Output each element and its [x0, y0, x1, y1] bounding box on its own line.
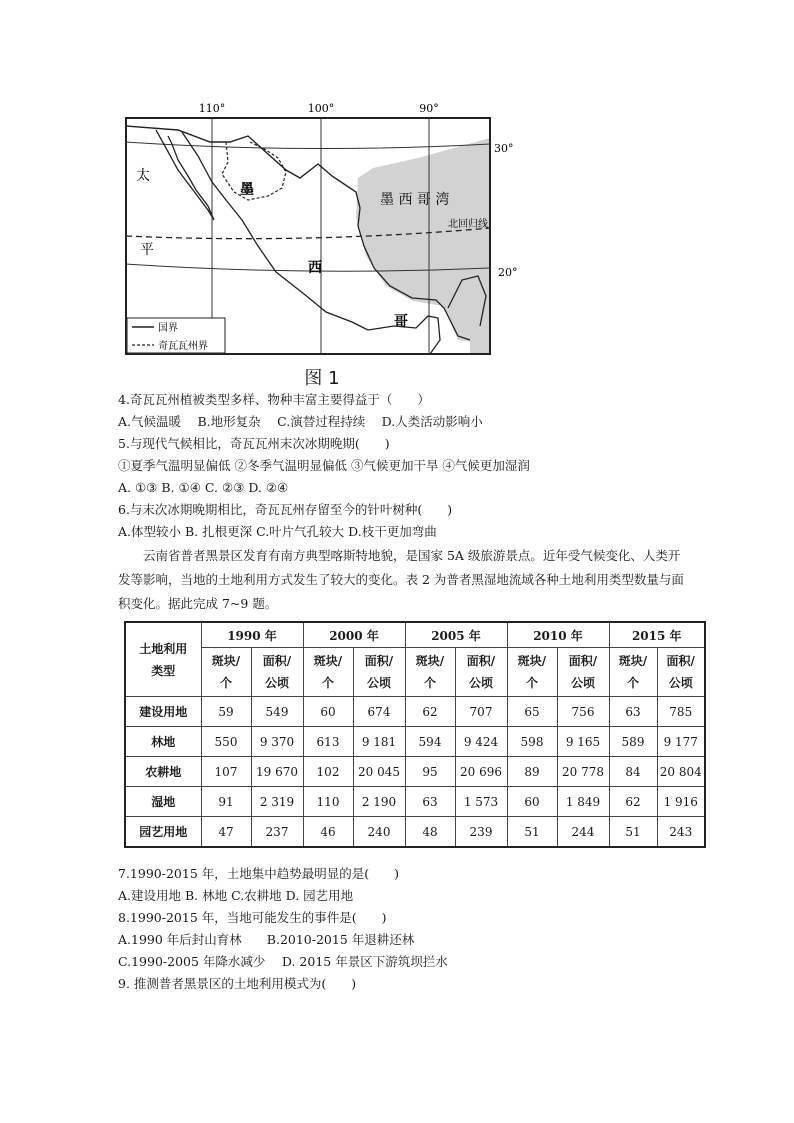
lon-label-110: 110°: [198, 102, 226, 115]
gulf-water: [356, 138, 490, 344]
patch-count-cell: 110: [303, 787, 353, 817]
patch-count-cell: 550: [201, 727, 251, 757]
area-cell: 244: [557, 817, 609, 848]
patch-count-cell: 48: [405, 817, 455, 848]
year-header-2000: 2000 年: [303, 622, 405, 648]
sub-header-line: 面积/: [364, 654, 394, 668]
patch-count-cell: 598: [507, 727, 557, 757]
year-header-1990: 1990 年: [201, 622, 303, 648]
sub-header-line: 公顷: [570, 676, 595, 690]
sub-header-line: 个: [626, 676, 639, 690]
sub-header-line: 斑块/: [211, 654, 241, 668]
q9-stem: 9. 推测普者黑景区的土地利用模式为( ): [118, 976, 357, 991]
area-cell: 9 165: [557, 727, 609, 757]
area-cell: 9 424: [455, 727, 507, 757]
chihuahua-boundary: [222, 142, 286, 200]
sub-header-line: 面积/: [666, 654, 695, 668]
patch-count-cell: 589: [609, 727, 657, 757]
mexico-label-2: 西: [308, 260, 322, 276]
sub-header-line: 斑块/: [313, 654, 343, 668]
table-row: [125, 697, 705, 727]
area-cell: 240: [353, 817, 405, 848]
baja-peninsula: [156, 130, 214, 220]
patch-count-cell: 62: [609, 787, 657, 817]
patch-count-cell: 46: [303, 817, 353, 848]
patch-count-cell: 63: [405, 787, 455, 817]
q4-options: A.气候温暖 B.地形复杂 C.演替过程持续 D.人类活动影响小: [118, 414, 483, 429]
patch-count-cell: 84: [609, 757, 657, 787]
sub-header-line: 面积/: [262, 654, 292, 668]
patch-count-cell: 60: [303, 697, 353, 727]
area-cell: 707: [455, 697, 507, 727]
sub-header-line: 公顷: [264, 676, 289, 690]
type-header-line-2: 类型: [151, 663, 176, 678]
mexico-label-3: 哥: [394, 314, 408, 330]
area-cell: 1 573: [455, 787, 507, 817]
patch-count-cell: 107: [201, 757, 251, 787]
table-body: [125, 697, 705, 848]
sub-header-line: 斑块/: [618, 654, 648, 668]
legend-state-label: 奇瓦瓦州界: [158, 341, 208, 352]
sub-header-area: [353, 648, 405, 697]
q7-stem: 7.1990-2015 年，土地集中趋势最明显的是( ): [118, 866, 400, 881]
area-cell: 9 181: [353, 727, 405, 757]
question-group-a: [118, 389, 718, 543]
area-cell: 9 177: [657, 727, 705, 757]
type-header: [125, 622, 201, 697]
patch-count-cell: 91: [201, 787, 251, 817]
sub-header-area: [251, 648, 303, 697]
question-group-b: [118, 863, 718, 995]
mexico-label-1: 墨: [240, 182, 254, 198]
q8-options-2: C.1990-2005 年降水减少 D. 2015 年景区下游筑坝拦水: [118, 954, 448, 969]
patch-count-cell: 594: [405, 727, 455, 757]
q8-options-1: A.1990 年后封山育林 B.2010-2015 年退耕还林: [118, 932, 415, 947]
sub-header-line: 面积/: [466, 654, 496, 668]
q6-options: A.体型较小 B. 扎根更深 C.叶片气孔较大 D.枝干更加弯曲: [118, 524, 437, 539]
patch-count-cell: 51: [609, 817, 657, 848]
sub-header-line: 个: [525, 676, 538, 690]
q5-options: A. ①③ B. ①④ C. ②③ D. ②④: [118, 480, 289, 495]
area-cell: 243: [657, 817, 705, 848]
row-label: 农耕地: [125, 757, 201, 787]
patch-count-cell: 60: [507, 787, 557, 817]
sub-header-patches: [201, 648, 251, 697]
q5-stem: 5.与现代气候相比，奇瓦瓦州末次冰期晚期( ): [118, 436, 390, 451]
patch-count-cell: 63: [609, 697, 657, 727]
area-cell: 1 849: [557, 787, 609, 817]
q8-stem: 8.1990-2015 年，当地可能发生的事件是( ): [118, 910, 387, 925]
sub-header-patches: [609, 648, 657, 697]
tropic-label: 北回归线: [448, 219, 488, 230]
area-cell: 2 190: [353, 787, 405, 817]
sub-header-patches: [507, 648, 557, 697]
sub-header-area: [557, 648, 609, 697]
patch-count-cell: 95: [405, 757, 455, 787]
area-cell: 237: [251, 817, 303, 848]
area-cell: 20 778: [557, 757, 609, 787]
patch-count-cell: 59: [201, 697, 251, 727]
sub-header-patches: [405, 648, 455, 697]
area-cell: 2 319: [251, 787, 303, 817]
lat-label-30: 30°: [494, 142, 514, 155]
parallel-30: [126, 142, 490, 149]
area-cell: 239: [455, 817, 507, 848]
legend-border-label: 国界: [158, 323, 178, 334]
q5-statements: ①夏季气温明显偏低 ②冬季气温明显偏低 ③气候更加干旱 ④气候更加湿润: [118, 458, 530, 473]
patch-count-cell: 613: [303, 727, 353, 757]
sub-header-line: 个: [423, 676, 436, 690]
area-cell: 756: [557, 697, 609, 727]
pacific-label-1: 太: [136, 168, 150, 184]
patch-count-cell: 51: [507, 817, 557, 848]
lon-label-100: 100°: [307, 102, 335, 115]
pacific-label-2: 平: [140, 242, 154, 258]
land-use-table: [124, 621, 706, 848]
type-header-line-1: 土地利用: [139, 641, 188, 656]
patch-count-cell: 47: [201, 817, 251, 848]
row-label: 林地: [125, 727, 201, 757]
area-cell: 9 370: [251, 727, 303, 757]
patch-count-cell: 102: [303, 757, 353, 787]
sub-header-line: 斑块/: [517, 654, 547, 668]
passage-text: 云南省普者黑景区发育有南方典型喀斯特地貌，是国家 5A 级旅游景点。近年受气候变化、人类开发等影响，当地的土地利用方式发生了较大的变化。表 2 为普者黑湿地流域各种土地利用类型数量与面积变化。据此完成 7~9 题。: [118, 548, 684, 611]
year-header-2005: 2005 年: [405, 622, 507, 648]
map-figure: [118, 96, 518, 362]
table-row: [125, 787, 705, 817]
area-cell: 20 696: [455, 757, 507, 787]
row-label: 湿地: [125, 787, 201, 817]
sub-header-row: [125, 648, 705, 697]
area-cell: 20 804: [657, 757, 705, 787]
sub-header-area: [657, 648, 705, 697]
area-cell: 1 916: [657, 787, 705, 817]
area-cell: 19 670: [251, 757, 303, 787]
lon-label-90: 90°: [419, 102, 439, 115]
sub-header-line: 公顷: [366, 676, 391, 690]
sub-header-line: 个: [321, 676, 334, 690]
q6-stem: 6.与末次冰期晚期相比，奇瓦瓦州存留至今的针叶树种( ): [118, 502, 453, 517]
mexico-map: [118, 96, 518, 362]
q7-options: A.建设用地 B. 林地 C.农耕地 D. 园艺用地: [118, 888, 354, 903]
area-cell: 674: [353, 697, 405, 727]
sub-header-line: 面积/: [568, 654, 598, 668]
patch-count-cell: 89: [507, 757, 557, 787]
sub-header-line: 个: [219, 676, 232, 690]
map-caption: 图 1: [304, 368, 340, 389]
patch-count-cell: 65: [507, 697, 557, 727]
area-cell: 20 045: [353, 757, 405, 787]
table-row: [125, 727, 705, 757]
table-row: [125, 757, 705, 787]
area-cell: 549: [251, 697, 303, 727]
q4-stem: 4.奇瓦瓦州植被类型多样、物种丰富主要得益于（ ）: [118, 392, 430, 407]
sub-header-line: 公顷: [668, 676, 693, 690]
lat-label-20: 20°: [498, 266, 518, 279]
row-label: 建设用地: [125, 697, 201, 727]
row-label: 园艺用地: [125, 817, 201, 848]
area-cell: 785: [657, 697, 705, 727]
year-header-2015: 2015 年: [609, 622, 705, 648]
patch-count-cell: 62: [405, 697, 455, 727]
sub-header-line: 公顷: [468, 676, 493, 690]
west-coast: [182, 132, 368, 330]
gulf-label: 墨 西 哥 湾: [380, 192, 450, 208]
sub-header-area: [455, 648, 507, 697]
table-row: [125, 817, 705, 848]
sub-header-patches: [303, 648, 353, 697]
year-header-2010: 2010 年: [507, 622, 609, 648]
sub-header-line: 斑块/: [415, 654, 445, 668]
